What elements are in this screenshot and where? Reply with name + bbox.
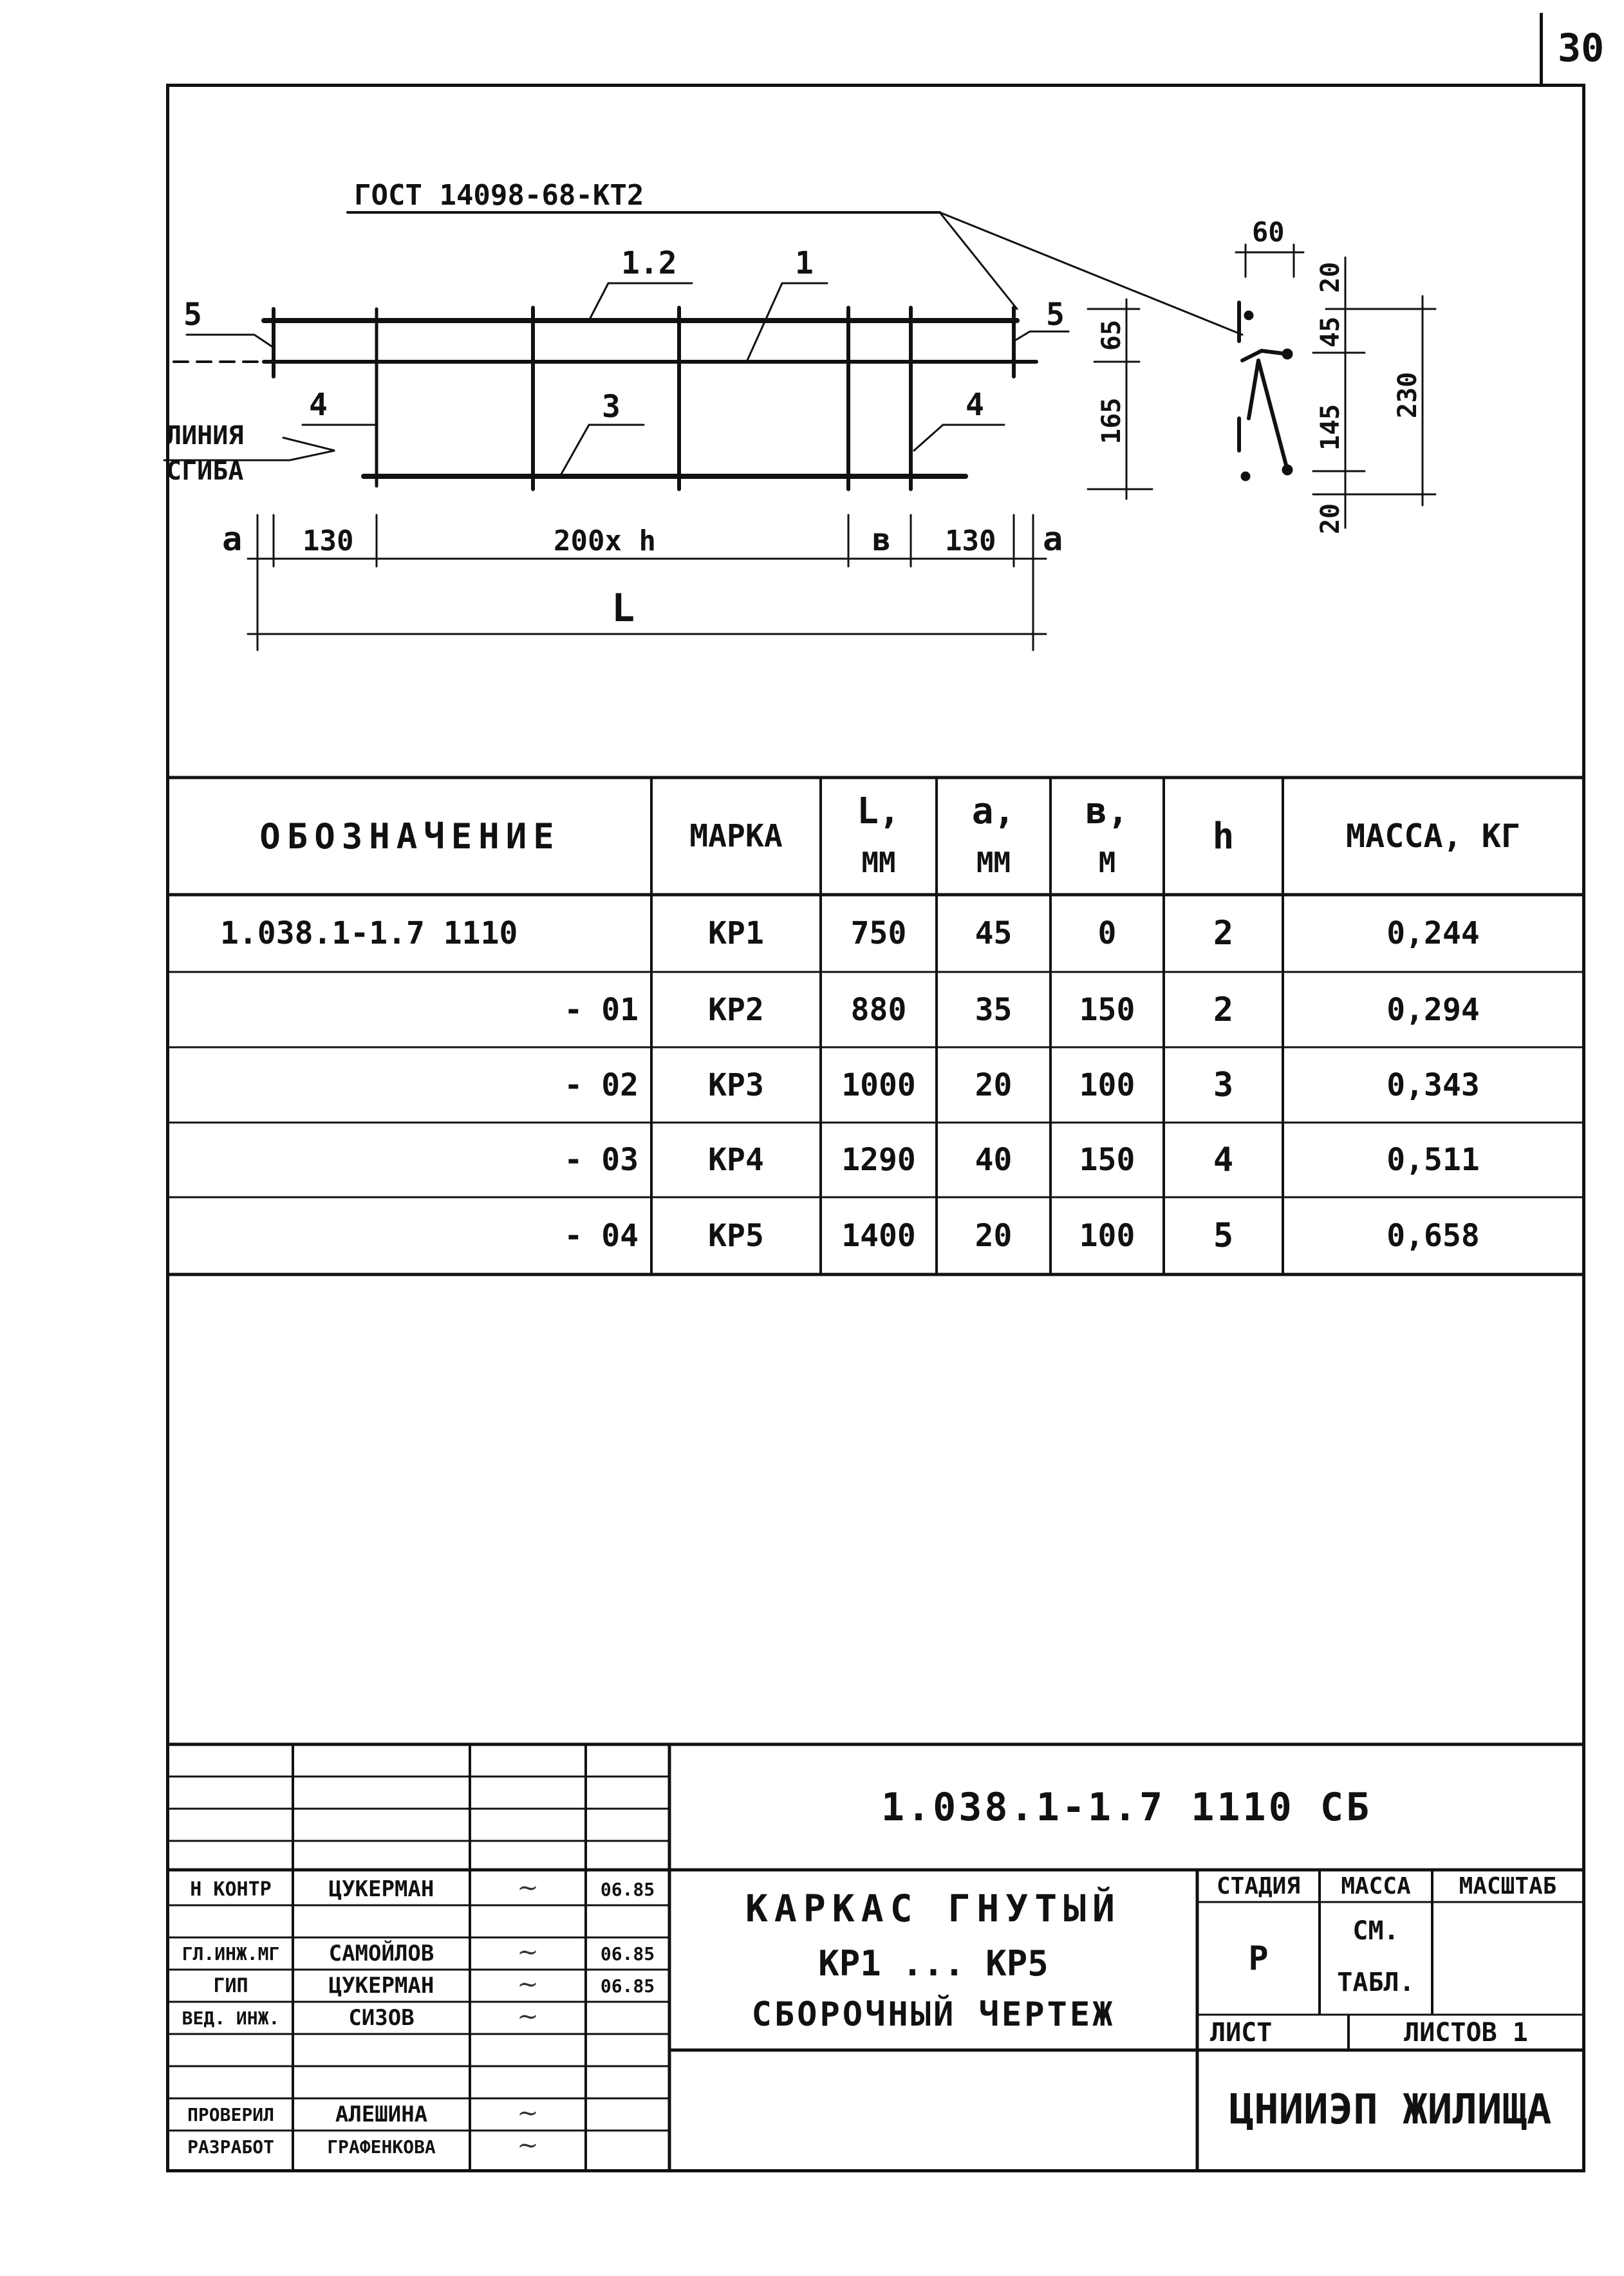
row-3-L: 1000 [841, 1067, 916, 1103]
dim-60: 60 [1252, 216, 1285, 248]
signer-5-role: ПРОВЕРИЛ [187, 2103, 274, 2125]
row-5-h: 5 [1213, 1217, 1234, 1255]
header-b-unit: М [1098, 846, 1116, 879]
dim-45: 45 [1316, 316, 1345, 348]
row-3-b: 100 [1079, 1067, 1135, 1103]
row-4-L: 1290 [841, 1142, 916, 1178]
row-1-h: 2 [1213, 914, 1234, 953]
signer-3-role: ГИП [213, 1974, 248, 1997]
sheets-label: ЛИСТОВ 1 [1404, 2017, 1528, 2047]
row-2-L: 880 [850, 991, 907, 1028]
row-5-L: 1400 [841, 1218, 916, 1254]
signer-2-name: САМОЙЛОВ [328, 1941, 434, 1966]
label-pos-4-right: 4 [966, 387, 984, 423]
row-5-mass: 0,658 [1386, 1218, 1480, 1254]
signer-6-role: РАЗРАБОТ [187, 2136, 274, 2158]
dim-65: 65 [1097, 319, 1126, 351]
gost-label: ГОСТ 14098-68-КТ2 [354, 179, 644, 212]
dim-20-bottom: 20 [1316, 503, 1345, 534]
dim-130-right: 130 [945, 525, 996, 557]
stage-label: СТАДИЯ [1216, 1872, 1301, 1899]
mass-label: МАССА [1341, 1872, 1411, 1899]
row-2-b: 150 [1079, 991, 1135, 1028]
label-pos-1-2: 1.2 [621, 245, 677, 281]
organization-name: ЦНИИЭП ЖИЛИЩА [1229, 2085, 1552, 2134]
row-3-h: 3 [1213, 1065, 1234, 1105]
header-mark: МАРКА [689, 818, 783, 854]
sheet-number: 30 [1558, 26, 1605, 71]
signer-2-date: 06.85 [600, 1943, 655, 1964]
signer-1-date: 06.85 [600, 1878, 655, 1900]
signer-4-role: ВЕД. ИНЖ. [182, 2007, 280, 2029]
header-a: a, [971, 790, 1016, 832]
signer-4-signature-icon: ~ [517, 2001, 539, 2031]
header-L-unit: ММ [861, 846, 896, 879]
signer-1-name: ЦУКЕРМАН [328, 1876, 434, 1902]
signer-1-role: Н КОНТР [190, 1878, 272, 1901]
row-4-mark: КР4 [708, 1142, 764, 1178]
title-line-3: СБОРОЧНЫЙ ЧЕРТЕЖ [751, 1995, 1115, 2034]
scale-label: МАСШТАБ [1459, 1872, 1557, 1899]
row-5-b: 100 [1079, 1218, 1135, 1254]
row-5-designation: - 04 [564, 1218, 639, 1254]
signer-3-signature-icon: ~ [517, 1969, 539, 1999]
header-designation: ОБОЗНАЧЕНИЕ [259, 816, 561, 857]
row-3-mass: 0,343 [1386, 1067, 1480, 1103]
mass-value-1: СМ. [1352, 1916, 1399, 1946]
dim-200h: 200x h [554, 525, 656, 557]
signer-1-signature-icon: ~ [517, 1872, 539, 1903]
row-4-designation: - 03 [564, 1142, 639, 1178]
header-L: L, [857, 790, 901, 832]
dim-145: 145 [1316, 404, 1345, 451]
row-4-a: 40 [975, 1142, 1013, 1178]
label-bend-line-2: СГИБА [166, 456, 244, 486]
row-1-a: 45 [975, 915, 1013, 951]
row-1-mass: 0,244 [1386, 915, 1480, 951]
stage-value: Р [1248, 1939, 1269, 1978]
signer-6-signature-icon: ~ [517, 2130, 539, 2160]
dim-130-left: 130 [303, 525, 354, 557]
signer-5-name: АЛЕШИНА [335, 2102, 428, 2127]
row-1-designation: 1.038.1-1.7 1110 [220, 915, 518, 951]
signer-5-signature-icon: ~ [517, 2098, 539, 2128]
row-2-designation: - 01 [564, 991, 639, 1028]
label-pos-3: 3 [602, 389, 621, 425]
signer-3-name: ЦУКЕРМАН [328, 1973, 434, 1999]
mass-value-2: ТАБЛ. [1337, 1968, 1415, 1997]
signer-4-name: СИЗОВ [348, 2005, 415, 2031]
row-3-mark: КР3 [708, 1067, 764, 1103]
dim-b: в [872, 522, 891, 558]
row-3-designation: - 02 [564, 1067, 639, 1103]
header-h: h [1212, 815, 1235, 857]
sheet-label: ЛИСТ [1210, 2017, 1273, 2047]
label-bend-line-1: ЛИНИЯ [166, 421, 244, 451]
row-2-mark: КР2 [708, 991, 764, 1028]
row-5-a: 20 [975, 1218, 1013, 1254]
row-4-b: 150 [1079, 1142, 1135, 1178]
dim-230: 230 [1393, 371, 1423, 418]
row-1-b: 0 [1097, 915, 1117, 951]
row-3-a: 20 [975, 1067, 1013, 1103]
dim-165: 165 [1097, 397, 1126, 444]
label-pos-4-left: 4 [309, 387, 328, 423]
row-4-mass: 0,511 [1386, 1142, 1480, 1178]
header-a-unit: ММ [976, 846, 1011, 879]
row-1-L: 750 [850, 915, 907, 951]
document-code: 1.038.1-1.7 1110 СБ [881, 1784, 1372, 1830]
title-line-2: КР1 ... КР5 [818, 1943, 1049, 1984]
dim-20-top: 20 [1316, 261, 1345, 293]
header-b: в, [1085, 790, 1129, 832]
label-pos-1: 1 [795, 245, 814, 281]
dim-a-left: a [222, 520, 243, 559]
row-2-a: 35 [975, 991, 1013, 1028]
dim-a-right: a [1043, 520, 1063, 559]
signer-3-date: 06.85 [600, 1975, 655, 1997]
signer-6-name: ГРАФЕНКОВА [327, 2136, 436, 2158]
row-5-mark: КР5 [708, 1218, 764, 1254]
header-mass: МАССА, КГ [1346, 817, 1520, 855]
dim-L: L [611, 586, 635, 631]
signer-2-role: ГЛ.ИНЖ.МГ [182, 1943, 280, 1964]
row-1-mark: КР1 [708, 915, 764, 951]
row-4-h: 4 [1213, 1141, 1234, 1179]
title-line-1: КАРКАС ГНУТЫЙ [745, 1887, 1121, 1930]
label-pos-5-left: 5 [183, 297, 202, 333]
signer-2-signature-icon: ~ [517, 1937, 539, 1967]
label-pos-5-right: 5 [1046, 297, 1065, 333]
row-2-mass: 0,294 [1386, 991, 1480, 1028]
row-2-h: 2 [1213, 990, 1234, 1029]
